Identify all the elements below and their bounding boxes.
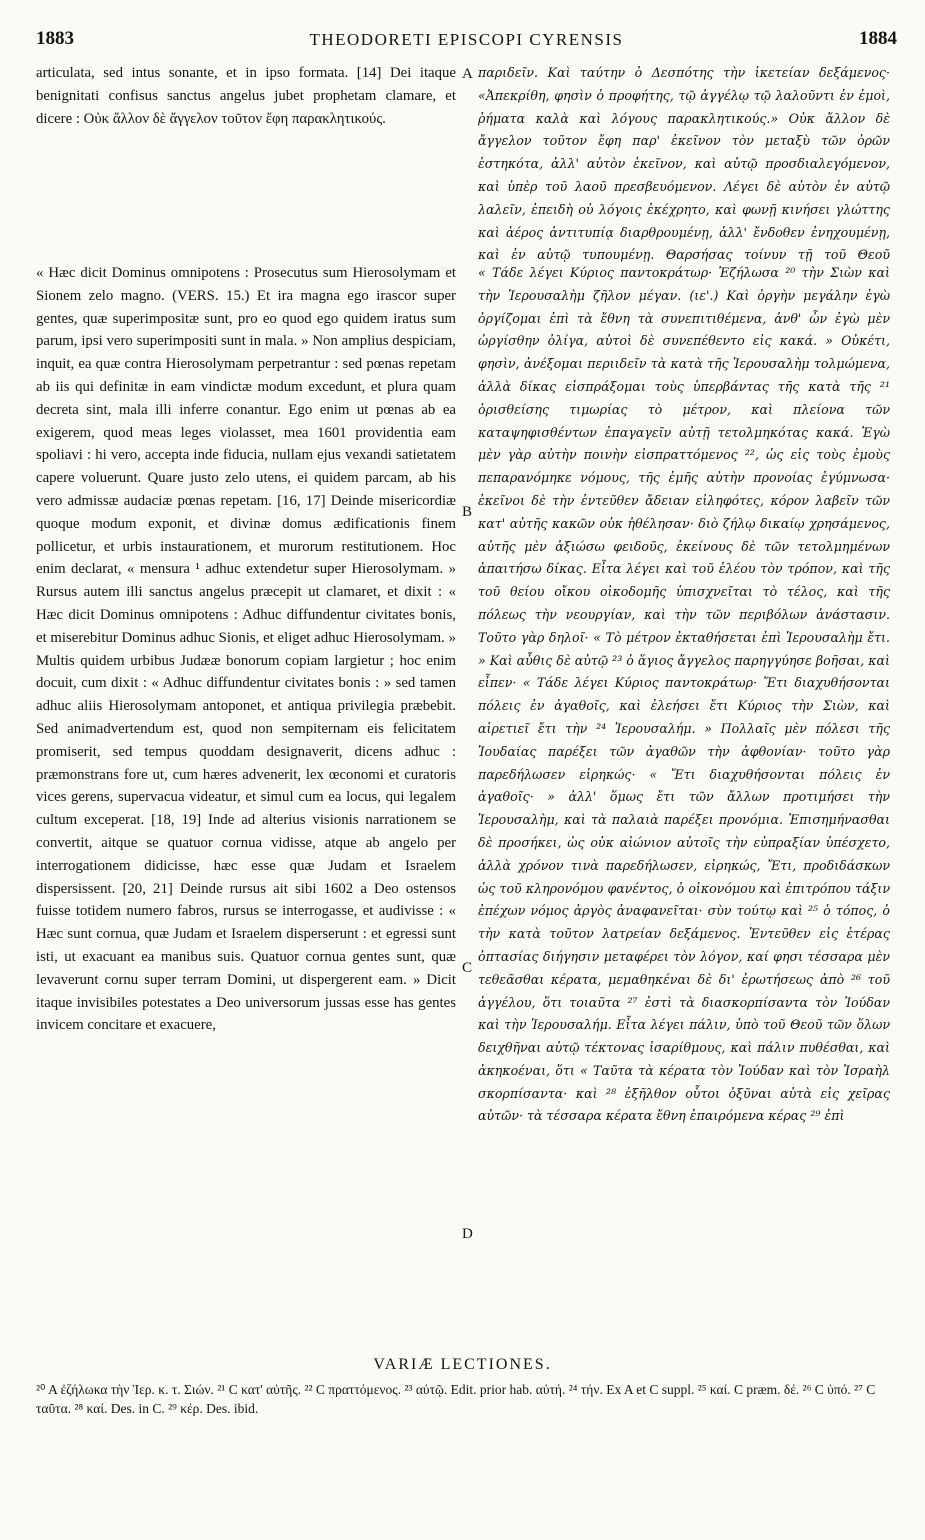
variae-lectiones-text: ²⁰ A ἐζήλωκα τὴν Ἱερ. κ. τ. Σιών. ²¹ C κατ' αὐτῆς. ²² C πραττόμενος. ²³ αὐτῷ. Edit. prior hab. αὐτή. ²⁴ τήν. Ex A et C suppl. ²⁵ καί. C præm. δέ. ²⁶ C ὑπό. ²⁷ C ταῦτα. ²⁸ καί. Des. in C. ²⁹ κέρ. Des. ibid.	[36, 1382, 876, 1416]
greek-column: « Τάδε λέγει Κύριος παντοκράτωρ· Ἐζήλωσα ²⁰ τὴν Σιὼν καὶ τὴν Ἱερουσαλὴμ ζῆλον μέγαν. (ιε'.) Καὶ ὀργὴν μεγάλην ἐγὼ ὀργίζομαι ἐπὶ τὰ ἔθνη τὰ συνεπιτιθέμενα, ἀνθ' ὧν ἐγὼ μὲν ὠργίσθην ὀλίγα, αὐτοὶ δὲ συνεπέθεντο εἰς κακά. » Οὐκέτι, φησὶν, ἀνέξομαι περιιδεῖν τὰ κατὰ τῆς Ἱερουσαλὴμ τολμώμενα, ἀλλὰ δίκας εἰσπράξομαι τοὺς ὑπερβάντας τῆς κατὰ τῆς ²¹ ὁρισθείσης τιμωρίας τὸ μέτρον, καὶ πλείονα τῶν καταψηφισθέντων ἐπαγαγεῖν αὐτῇ τετολμηκότας κακά. Ἐγὼ μὲν γὰρ αὐτὴν ποινὴν εἰσπραττόμενος ²², ὡς εἰς τοὺς ἐμοὺς πεπαρανόμηκε νόμους, τῆς ἐμῆς αὐτὴν προνοίας ἐγύμνωσα· ἐκεῖνοι δὲ τὴν ἐντεῦθεν ἄδειαν εἰληφότες, κόρον λαβεῖν τῶν κατ' αὐτῆς κακῶν οὐκ ἠθέλησαν· διὸ ζήλῳ δικαίῳ χρησάμενος, αὐτῆς μὲν ἀξιώσω φειδοῦς, ἐκείνους δὲ τῶν τετολμημένων ἀπαιτήσω δίκας. Εἶτα λέγει καὶ τοῦ ἐλέου τὸν τρόπον, καὶ τῆς τοῦ θείου οἴκου οἰκοδομῆς ὑπισχνεῖται τὸ τέλος, καὶ τῆς πόλεως τὴν νεουργίαν, καὶ τὴν τῶν περιβόλων ἀνάστασιν. Τοῦτο γὰρ δηλοῖ· « Τὸ μέτρον ἐκταθήσεται ἐπὶ Ἱερουσαλὴμ ἔτι. » Καὶ αὖθις δὲ αὐτῷ ²³ ὁ ἅγιος ἄγγελος παρηγγύησε βοῆσαι, καὶ εἶπεν· « Τάδε λέγει Κύριος παντοκράτωρ· Ἔτι διαχυθήσονται πόλεις ἐν ἀγαθοῖς, καὶ ἐλεήσει ἔτι Κύριος τὴν Σιὼν, καὶ αἱρετιεῖ ἔτι τὴν ²⁴ Ἱερουσαλήμ. » Πολλαῖς μὲν πόλεσι τῆς Ἰουδαίας παρέξει τῶν ἀγαθῶν τὴν ἀφθονίαν· τοῦτο γὰρ παρεδήλωσεν εἰρηκώς· « Ἔτι διαχυθήσονται πόλεις ἐν ἀγαθοῖς· » ἀλλ' ὅμως ἔτι τῶν ἄλλων προτιμήσει τὴν Ἱερουσαλὴμ, καὶ τὰ παλαιὰ παρέξει προνόμια. Ἐπισημήνασθαι δὲ προσήκει, ὡς οὐκ αἰώνιον αὐτοῖς τὴν εὐπραξίαν ὑπέσχετο, ἀλλὰ χρόνον τινὰ παρεδήλωσεν, εἰρηκώς, Ἔτι, προδιδάσκων ὡς τοῦ κληρονόμου φανέντος, ὁ οἰκονόμου καὶ ἐπιτρόπου τάξιν ἐπέχων νόμος ἀργὸς ἀναφανεῖται· σὺν τούτῳ καὶ ²⁵ ὁ τόπος, ὁ τὴν κατὰ τοῦτον λατρείαν δεξάμενος. Ἐντεῦθεν εἰς ἑτέρας ὀπτασίας διήγησιν μεταφέρει τὸν λόγον, καί φησι τέσσαρα μὲν τεθεᾶσθαι κέρατα, μεμαθηκέναι δὲ δι' ἐρωτήσεως ἀπὸ ²⁶ τοῦ ἀγγέλου, ὅτι τοιαῦτα ²⁷ ἐστὶ τὰ διασκορπίσαντα τὸν Ἰούδαν καὶ τὴν Ἱερουσαλήμ. Εἶτα λέγει πάλιν, ὑπὸ τοῦ Θεοῦ τῶν ὅλων δειχθῆναι αὐτῷ τέκτονας ἰσαρίθμους, καὶ πάλιν πυθέσθαι, καὶ ἀκηκοέναι, ὅτι « Ταῦτα τὰ κέρατα τὸν Ἰούδαν καὶ τὸν Ἰσραὴλ σκορπίσαντα· καὶ ²⁸ ἐξῆλθον οὗτοι ὀξῦναι αὐτὰ εἰς χεῖρας αὐτῶν· τὰ τέσσαρα κέρατα ἔθνη ἐπαιρόμενα κέρας ²⁹ ἐπὶ	[478, 265, 890, 1124]
greek-intro	[478, 62, 890, 262]
margin-letter-d: D	[462, 1226, 473, 1242]
margin-letter-b: B	[462, 504, 473, 520]
margin-letter-a: A	[462, 66, 473, 82]
page-number-right: 1884	[859, 28, 897, 49]
running-title: THEODORETI EPISCOPI CYRENSIS	[309, 30, 624, 49]
margin-letter-c: C	[462, 960, 473, 976]
variae-lectiones-title: VARIÆ LECTIONES.	[373, 1356, 552, 1373]
latin-intro-text: articulata, sed intus sonante, et in ipso formata. [14] Dei itaque benignitati confisus sanctus angelus jubet prophetam clamare, et dicere : Οὐκ ἄλλον δὲ ἄγγελον τοῦτον ἔφη παρακλητικούς.	[36, 65, 456, 127]
latin-intro	[36, 62, 456, 262]
latin-column: « Hæc dicit Dominus omnipotens : Prosecutus sum Hierosolymam et Sionem zelo magno. (VERS. 15.) Et ira magna ego irascor super gentes, quæ superimpositæ sunt, pro eo quod ego quidem iratus sum parum, ipsi vero superimpositi sunt in mala. » Non amplius despiciam, inquit, ea quæ contra Hierosolymam perpetrantur : sed pœnas repetam ab iis qui definitæ in eam vindictæ modum excedunt, et plura quam decreta sint, mala illi inferre conantur. Ego enim ut pœnas ab ea exigerem, quod meas leges violasset, mea 1601 providentia eam spoliavi : hi vero, accepta inde fiducia, nullam ejus vexandi satietatem capere voluerunt. Quare justo zelo utens, ei quidem parcam, ab his vero admissæ audaciæ pœnas repetam. [16, 17] Deinde misericordiæ quoque modum exponit, et divinæ domus ædificationis finem pollicetur, et urbis instaurationem, et murorum restitutionem. Hoc enim declarat, « mensura ¹ adhuc extendetur super Hierosolymam. » Rursus autem illi sanctus angelus præcepit ut clamaret, et dixit : « Hæc dicit Dominus omnipotens : Adhuc diffundentur civitates bonis, et miserebitur Dominus adhuc Sionis, et eliget adhuc Hierosolymam. » Multis quidem urbibus Judææ bonorum copiam largietur ; hoc enim docuit, cum dixit : « Adhuc diffundentur civitates bonis : » sed tamen adhuc aliis Hierosolymam antoponet, et antiqua privilegia præbebit. Sed animadvertendum est, quod non sempiternam eis felicitatem promiserit, sed tempus quoddam designaverit, dicens adhuc : præmonstrans fore ut, cum hæres advenerit, lex œconomi et curatoris vices gerens, supervacua videatur, et simul cum ea locus, qui legalem cultum exceperat. [18, 19] Inde ad alterius visionis narrationem se convertit, aitque se quatuor cornua vidisse, atque ab angelo per interrogationem didicisse, hæc esse quæ Judam et Israelem dispersissent. [20, 21] Deinde rursus ait sibi 1602 a Deo ostensos fuisse totidem numero fabros, rursus se interrogasse, et audivisse : « Hæc sunt cornua, quæ Judam et Israelem disperserunt : et egressi sunt isti, ut exacuant ea manibus suis. Quatuor cornua gentes sunt, quæ levaverunt cornu super terram Domini, ut dispergerent eam. » Dicit itaque invisibiles potestates a Deo universorum jussas esse has gentes invicem concitare et exacuere,	[36, 265, 456, 1034]
page-number-left: 1883	[36, 28, 74, 49]
greek-intro-text: παριδεῖν. Καὶ ταύτην ὁ Δεσπότης τὴν ἱκετείαν δεξάμενος· «Ἀπεκρίθη, φησὶν ὁ προφήτης, τῷ ἀγγέλῳ τῷ λαλοῦντι ἐν ἐμοὶ, ῥήματα καλὰ καὶ λόγους παρακλητικούς.» Οὐκ ἄλλον δὲ ἄγγελον τοῦτον ἔφη παρ' ἐκεῖνον τὸν μεταξὺ τῶν ὀρῶν ἑστηκότα, ἀλλ' αὐτὸν ἐκεῖνον, καὶ αὐτῷ προσδιαλεγόμενον, καὶ ὑπὲρ τοῦ λαοῦ πρεσβευόμενον. Λέγει δὲ αὐτὸν ἐν αὐτῷ λαλεῖν, ἐπειδὴ οὐ λόγοις ἐκέχρητο, καὶ φωνῇ κινήσει γλώττης καὶ ἀέρος ἀντιτυπίᾳ διαρθρουμένῃ, ἀλλ' ἔνδοθεν ἐνηχουμένῃ, καὶ ἐν αὐτῷ τυπουμένῃ. Θαρσήσας τοίνυν τῇ τοῦ Θεοῦ	[478, 65, 890, 262]
running-header	[36, 28, 897, 54]
